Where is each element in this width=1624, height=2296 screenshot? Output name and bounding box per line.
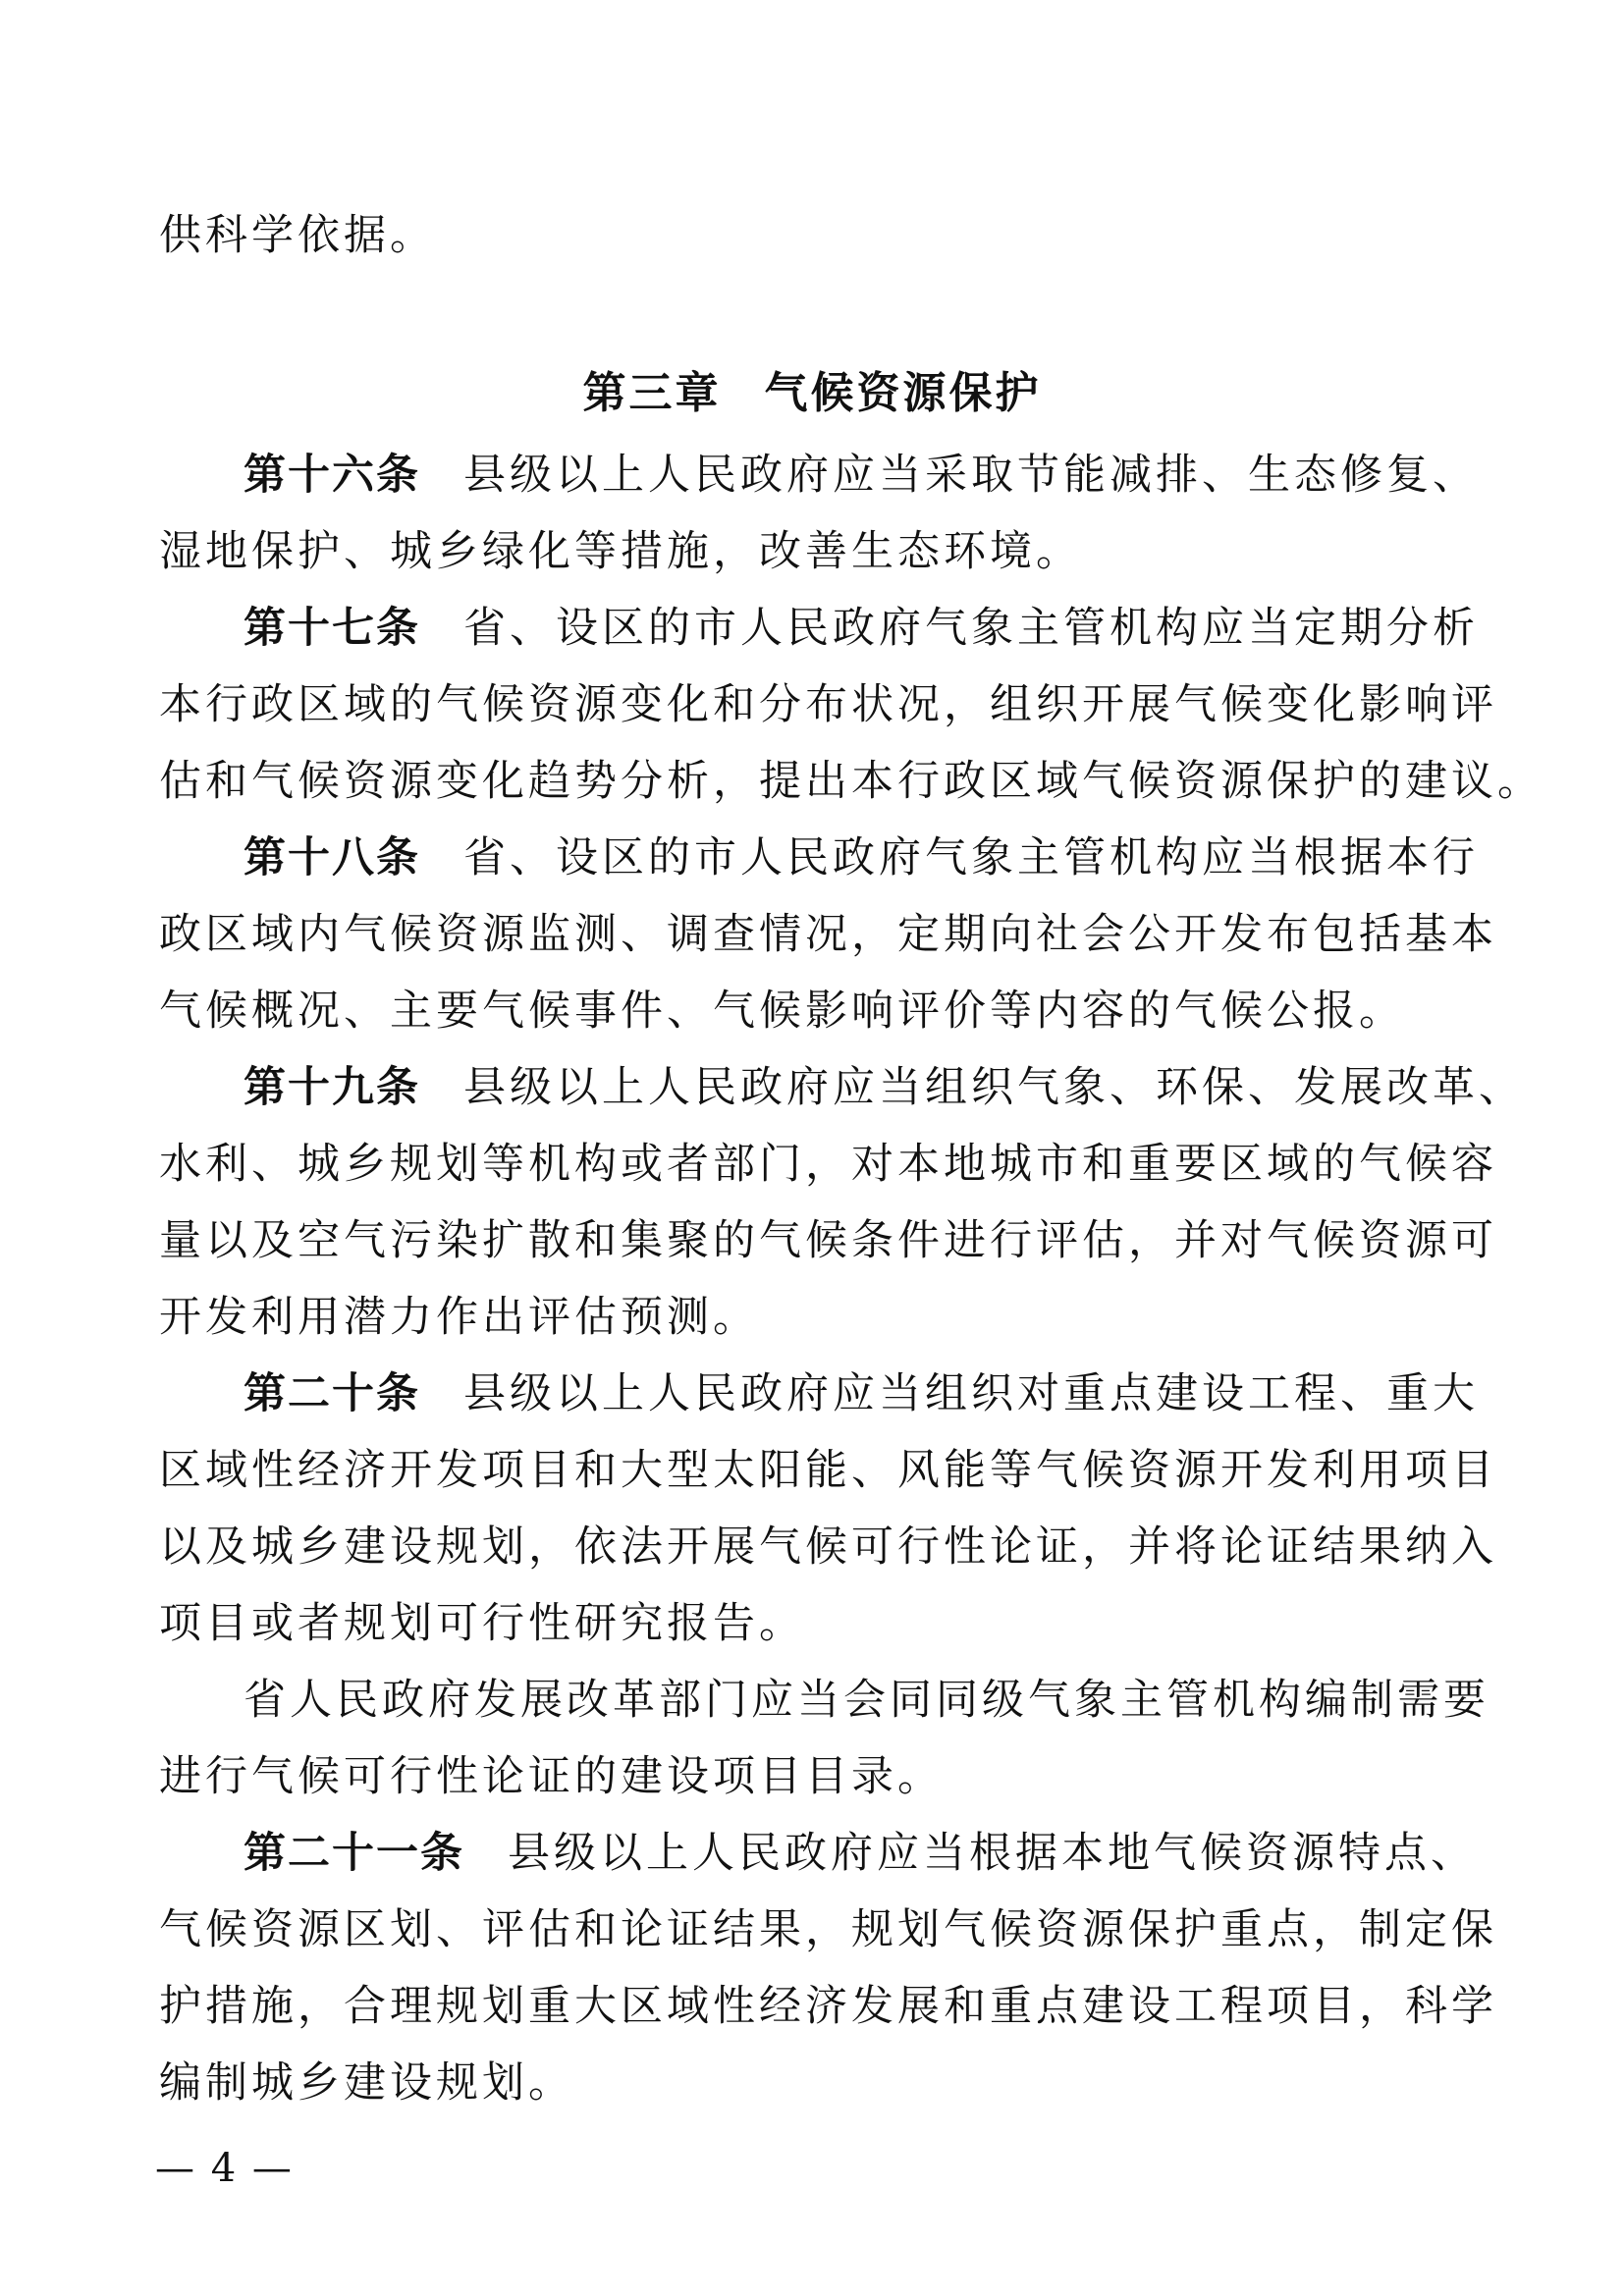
paragraph-line: 供科学依据。	[159, 211, 436, 260]
paragraph-line: 项目或者规划可行性研究报告。	[159, 1599, 805, 1648]
article-18	[159, 820, 1497, 1049]
paragraph-line: 开发利用潜力作出评估预测。	[159, 1293, 759, 1342]
article-21	[159, 1815, 1497, 2121]
paragraph-line: 气候资源区划、评估和论证结果，规划气候资源保护重点，制定保	[159, 1905, 1497, 1954]
article-number: 第十九条	[244, 1063, 420, 1112]
paragraph-line: 湿地保护、城乡绿化等措施，改善生态环境。	[159, 527, 1082, 576]
article-16	[159, 437, 1479, 590]
paragraph-line: 估和气候资源变化趋势分析，提出本行政区域气候资源保护的建议。	[159, 757, 1543, 806]
chapter-heading	[0, 355, 1624, 432]
paragraph-line: 县级以上人民政府应当组织气象、环保、发展改革、	[463, 1063, 1525, 1112]
article-20	[159, 1356, 1497, 1662]
paragraph-line: 本行政区域的气候资源变化和分布状况，组织开展气候变化影响评	[159, 680, 1497, 729]
article-number: 第十七条	[244, 604, 420, 653]
article-number: 第十六条	[244, 451, 420, 500]
paragraph-line: 水利、城乡规划等机构或者部门，对本地城市和重要区域的气候容	[159, 1140, 1497, 1189]
carry-over-paragraph	[159, 197, 1435, 274]
page-number: — 4 —	[155, 2146, 294, 2191]
article-20-paragraph-2	[159, 1662, 1489, 1815]
paragraph-line: 县级以上人民政府应当根据本地气候资源特点、	[508, 1829, 1477, 1878]
chapter-title: 气候资源保护	[764, 368, 1042, 418]
article-17	[159, 590, 1543, 820]
chapter-number: 第三章	[582, 368, 722, 418]
article-number: 第二十条	[244, 1369, 420, 1418]
paragraph-line: 县级以上人民政府应当组织对重点建设工程、重大	[463, 1369, 1479, 1418]
paragraph-line: 气候概况、主要气候事件、气候影响评价等内容的气候公报。	[159, 987, 1405, 1036]
article-19	[159, 1049, 1525, 1356]
paragraph-line: 编制城乡建设规划。	[159, 2058, 574, 2108]
paragraph-line: 区域性经济开发项目和大型太阳能、风能等气候资源开发利用项目	[159, 1446, 1497, 1495]
article-number: 第二十一条	[244, 1829, 464, 1878]
article-number: 第十八条	[244, 833, 420, 882]
paragraph-line: 政区域内气候资源监测、调查情况，定期向社会公开发布包括基本	[159, 910, 1497, 959]
paragraph-line: 护措施，合理规划重大区域性经济发展和重点建设工程项目，科学	[159, 1982, 1497, 2031]
paragraph-line: 省、设区的市人民政府气象主管机构应当定期分析	[463, 604, 1479, 653]
paragraph-line: 量以及空气污染扩散和集聚的气候条件进行评估，并对气候资源可	[159, 1216, 1497, 1265]
paragraph-line: 县级以上人民政府应当采取节能减排、生态修复、	[463, 451, 1479, 500]
paragraph-line: 省、设区的市人民政府气象主管机构应当根据本行	[463, 833, 1479, 882]
paragraph-line: 省人民政府发展改革部门应当会同同级气象主管机构编制需要	[244, 1676, 1489, 1725]
paragraph-line: 进行气候可行性论证的建设项目目录。	[159, 1752, 944, 1801]
paragraph-line: 以及城乡建设规划，依法开展气候可行性论证，并将论证结果纳入	[159, 1522, 1497, 1572]
